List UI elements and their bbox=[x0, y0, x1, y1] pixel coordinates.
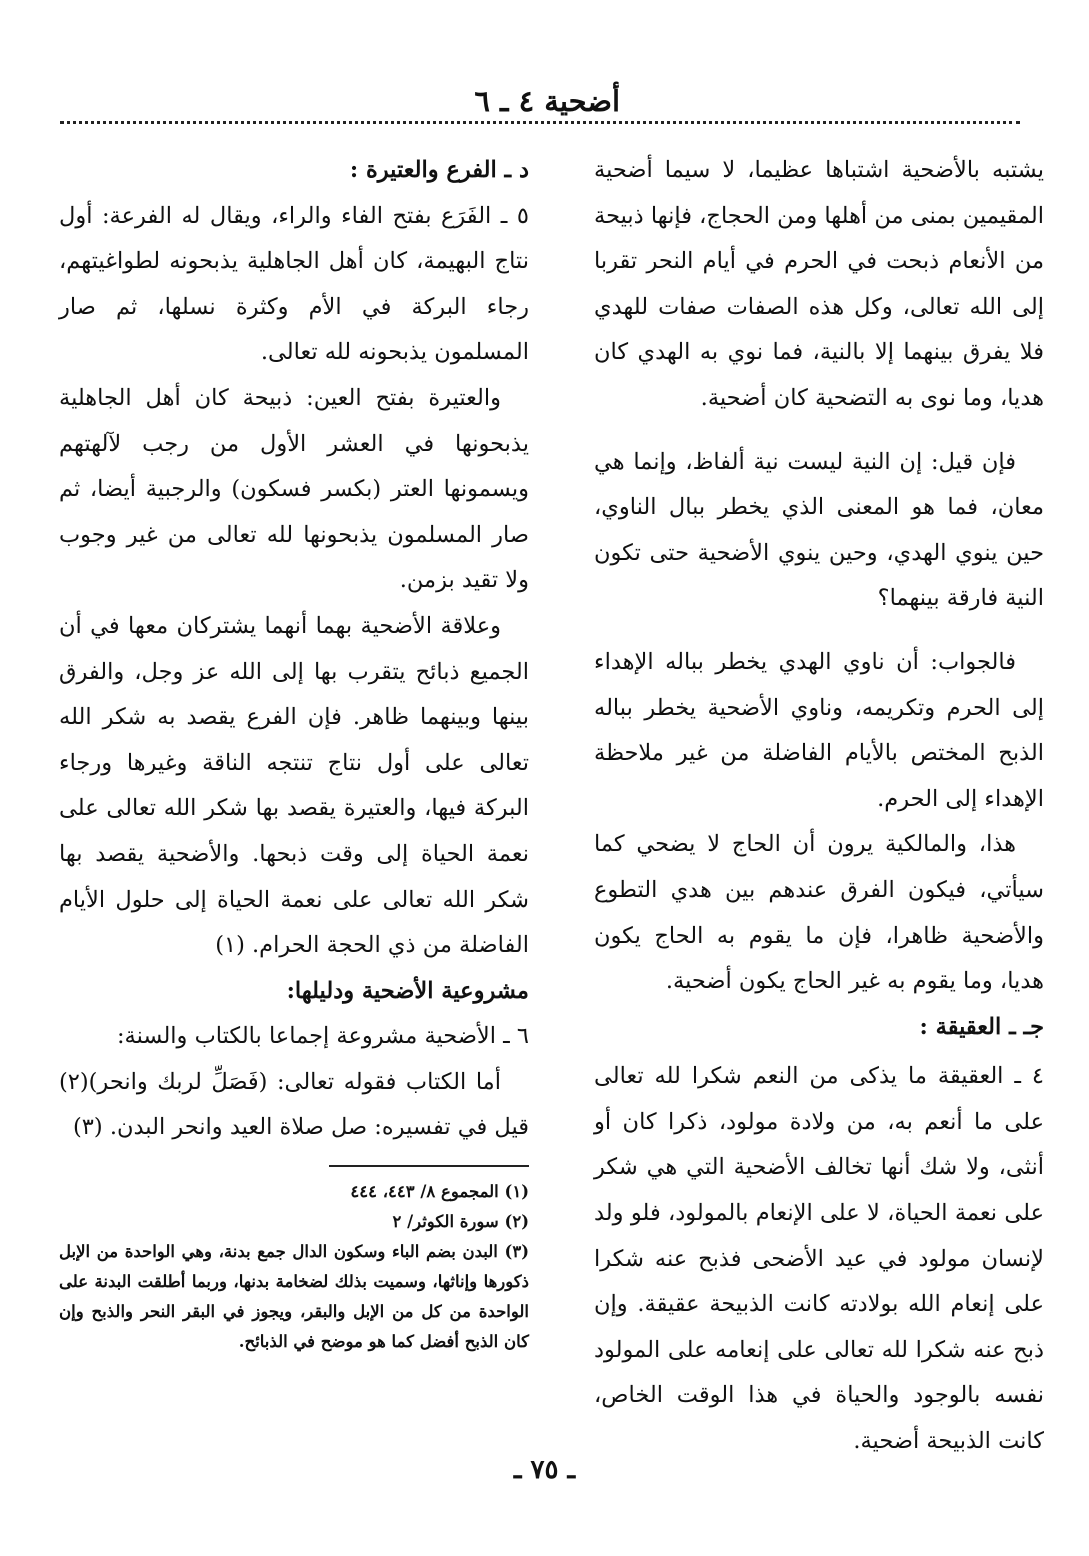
paragraph: ٥ ـ الفَرَع بفتح الفاء والراء، ويقال له الفرعة: أول نتاج البهيمة، كان أهل الجاهلية يذبحونه لطواغيتهم، رجاء البركة في الأم وكثرة نسلها، ثم صار المسلمون يذبحونه لله تعالى. bbox=[59, 202, 529, 366]
header-dotted-rule bbox=[60, 121, 1020, 124]
paragraph: ٤ ـ العقيقة ما يذكى من النعم شكرا لله تعالى على ما أنعم به، من ولادة مولود، ذكرا كان أو أنثى، ولا شك أنها تخالف الأضحية التي هي شكر على نعمة الحياة، لا على الإنعام بالمولود، فلو ولد لإنسان مولود في عيد الأضحى فذبح عنه شكرا على إنعام الله بولادته كانت الذبيحة عقيقة. وإن ذبح عنه شكرا لله تعالى على إنعامه على المولود نفسه بالوجود والحياة في هذا الوقت الخاص، كانت الذبيحة أضحية. bbox=[594, 1063, 1044, 1455]
paragraph: فالجواب: أن ناوي الهدي يخطر بباله الإهداء إلى الحرم وتكريمه، وناوي الأضحية يخطر بباله الذبح المختص بالأيام الفاضلة من غير ملاحظة الإهداء إلى الحرم. bbox=[594, 648, 1044, 812]
paragraph: هذا، والمالكية يرون أن الحاج لا يضحي كما سيأتي، فيكون الفرق عندهم بين هدي التطوع والأضحية ظاهرا، فإن ما يقوم به الحاج يكون هديا، وما يقوم به غير الحاج يكون أضحية. bbox=[594, 831, 1044, 995]
paragraph: أما الكتاب فقوله تعالى: (فَصَلِّ لربك وانحر)(٢) قيل في تفسيره: صل صلاة العيد وانحر البدن. (٣) bbox=[59, 1068, 529, 1141]
section-heading: جـ ـ العقيقة : bbox=[919, 1013, 1044, 1040]
paragraph: وعلاقة الأضحية بهما أنهما يشتركان معها في أن الجميع ذبائح يتقرب بها إلى الله عز وجل، والفرق بينها وبينهما ظاهر. فإن الفرع يقصد به شكر الله تعالى على أول نتاج تنتجه الناقة وغيرها ورجاء البركة فيها، والعتيرة يقصد بها شكر الله تعالى على نعمة الحياة إلى وقت ذبحها. والأضحية يقصد بها شكر الله تعالى على نعمة الحياة إلى حلول الأيام الفاضلة من ذي الحجة الحرام. (١) bbox=[59, 612, 529, 959]
footnote-separator bbox=[329, 1165, 529, 1167]
page-number: ـ ٧٥ ـ bbox=[513, 1455, 576, 1485]
footnote: (٢) سورة الكوثر/ ٢ bbox=[392, 1212, 529, 1232]
footnote: (٣) البدن بضم الباء وسكون الدال جمع بدنة، وهي الواحدة من الإبل ذكورها وإناثها، وسميت بذلك لضخامة بدنها، وربما أطلقت البدنة على الواحدة من كل من الإبل والبقر، ويجوز في البقر النحر والذبح وإن كان الذبح أفضل كما هو موضح في الذبائح. bbox=[59, 1242, 529, 1352]
paragraph: فإن قيل: إن النية ليست نية ألفاظ، وإنما هي معان، فما هو المعنى الذي يخطر ببال الناوي، حين ينوي الهدي، وحين ينوي الأضحية حتى تكون النية فارقة بينهما؟ bbox=[594, 448, 1044, 612]
header-title: أضحية ٤ ـ ٦ bbox=[474, 84, 620, 118]
section-heading: مشروعية الأضحية ودليلها: bbox=[286, 977, 529, 1004]
left-column bbox=[59, 148, 529, 1357]
right-column bbox=[594, 148, 1044, 1465]
running-header bbox=[60, 78, 1020, 124]
paragraph: ٦ ـ الأضحية مشروعة إجماعا بالكتاب والسنة: bbox=[116, 1023, 529, 1050]
footnote: (١) المجموع ٨/ ٤٤٣، ٤٤٤ bbox=[350, 1182, 529, 1202]
paragraph: والعتيرة بفتح العين: ذبيحة كان أهل الجاهلية يذبحونها في العشر الأول من رجب لآلهتهم ويسمونها العتر (بكسر فسكون) والرجبية أيضا، ثم صار المسلمون يذبحونها لله تعالى من غير وجوب ولا تقيد بزمن. bbox=[59, 384, 529, 594]
paragraph: يشتبه بالأضحية اشتباها عظيما، لا سيما أضحية المقيمين بمنى من أهلها ومن الحجاج، فإنها ذبيحة من الأنعام ذبحت في الحرم في أيام النحر تقربا إلى الله تعالى، وكل هذه الصفات صفات للهدي فلا يفرق بينهما إلا بالنية، فما نوي به الهدي كان هديا، وما نوى به التضحية كان أضحية. bbox=[594, 157, 1044, 411]
section-heading: د ـ الفرع والعتيرة : bbox=[349, 157, 529, 183]
